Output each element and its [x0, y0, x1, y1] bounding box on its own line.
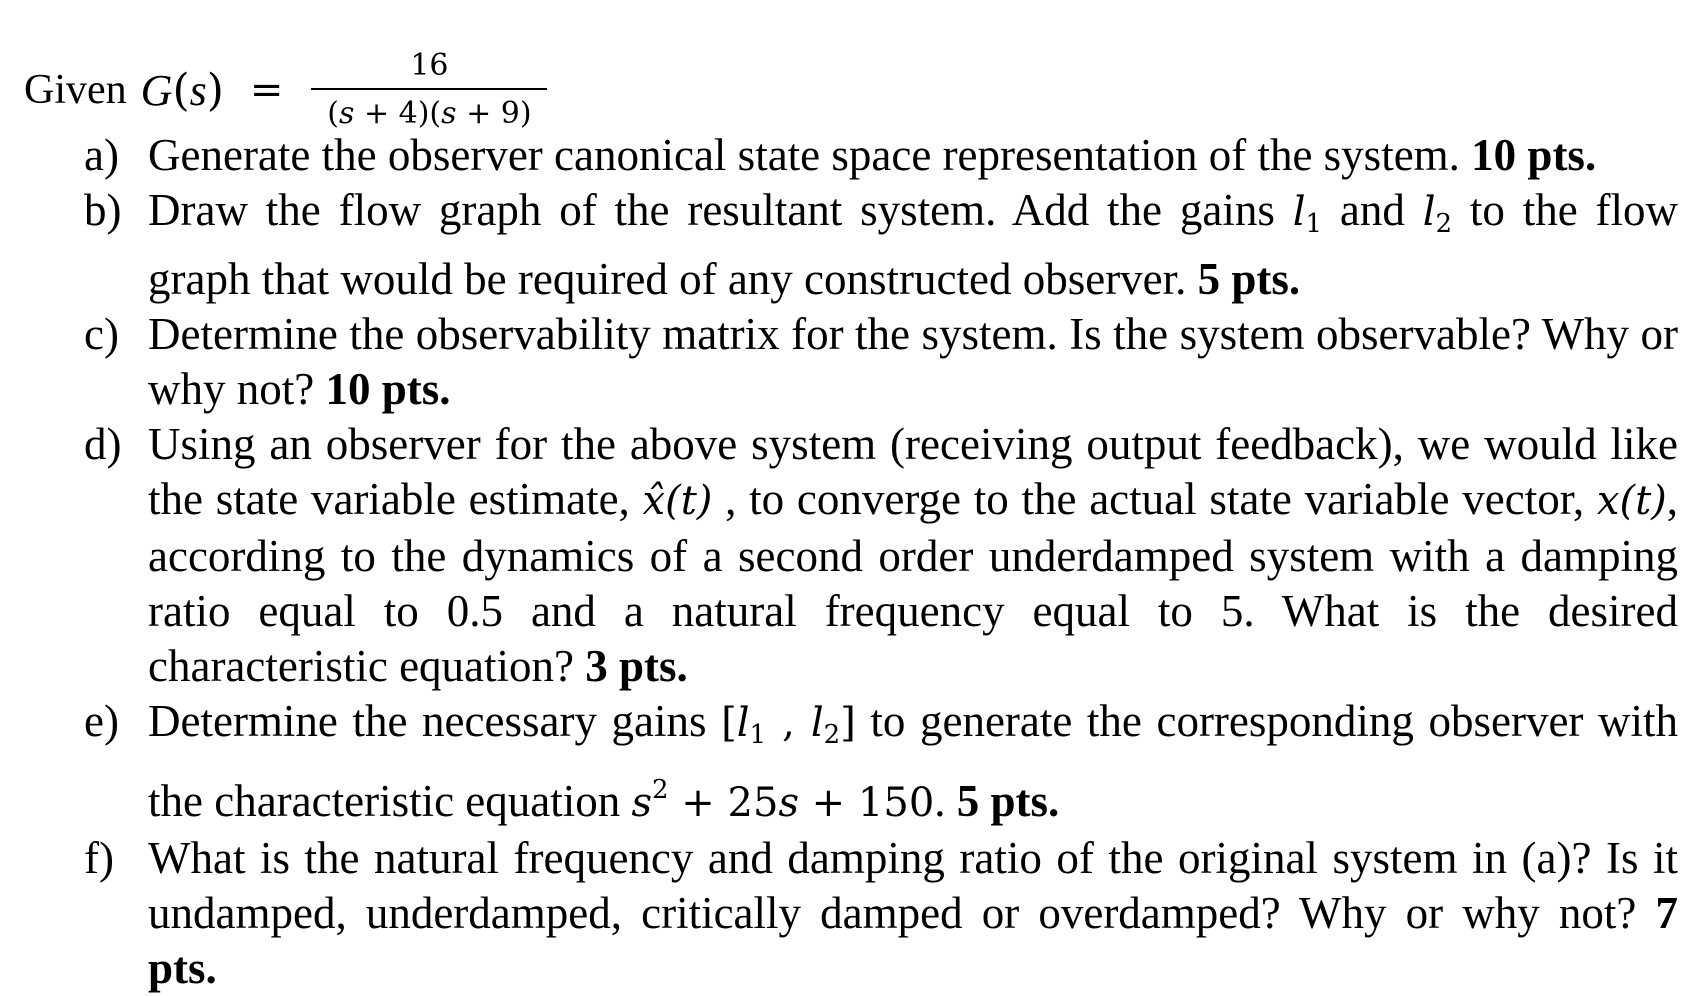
question-item	[0, 128, 1708, 183]
math-subscript: 1	[1305, 209, 1323, 239]
question-text: Determine the observability matrix for the system. Is the system observable? Why or why not?	[148, 309, 1678, 414]
math-variable	[1422, 189, 1453, 239]
question-item	[0, 417, 1708, 694]
den-part: (	[327, 96, 340, 131]
question-text: Draw the flow graph of the resultant system. Add the gains	[148, 185, 1293, 235]
math-symbol: ]	[840, 700, 856, 746]
math-variable-core: l	[736, 700, 750, 746]
question-text: to generate the corresponding observer with the characteristic equation	[148, 696, 1678, 826]
points-value: 10 pts.	[325, 364, 451, 414]
math-subscript: 1	[749, 720, 767, 750]
question-list	[0, 128, 1708, 996]
math-symbol: [	[721, 700, 737, 746]
den-var: s	[441, 96, 457, 131]
question-label: e)	[84, 696, 119, 746]
fraction-bar	[311, 88, 547, 90]
equals-sign: =	[249, 67, 284, 113]
math-variable	[736, 700, 767, 750]
question-text: , to converge to the actual state variable vector,	[712, 474, 1597, 524]
question-text: .	[934, 776, 957, 826]
question-label: b)	[84, 185, 122, 235]
question-item	[0, 694, 1708, 831]
function-name: G	[140, 65, 173, 115]
function-arg: s	[189, 65, 207, 115]
given-word: Given	[24, 67, 127, 113]
question-text: Generate the observer canonical state space representation of the system.	[148, 130, 1472, 180]
math-subscript: 2	[1435, 209, 1453, 239]
math-subscript: 2	[823, 720, 841, 750]
math-variable-core: x̂(t)	[642, 478, 713, 524]
math-superscript: 2	[652, 775, 669, 805]
transfer-fraction	[311, 46, 547, 134]
math-symbol: ,	[766, 700, 811, 746]
points-value: 5 pts.	[1197, 254, 1301, 304]
function-arg-close: )	[206, 64, 224, 116]
math-variable-core: l	[810, 700, 824, 746]
question-text: , according to the dynamics of a second order underdamped system with a damping ratio equal to 0.5 and a natural frequency equal to 5. What is the desired characteristic equation?	[148, 474, 1678, 691]
question-label: d)	[84, 419, 122, 469]
math-variable-core: x(t)	[1596, 478, 1667, 524]
question-text: What is the natural frequency and damping ratio of the original system in (a)? Is it undamped, underdamped, critically damped or overdamped? Why or why not?	[148, 833, 1678, 938]
question-label: a)	[84, 130, 119, 180]
math-variable-core: s	[631, 780, 653, 826]
math-variable-core: l	[1292, 189, 1306, 235]
question-item	[0, 307, 1708, 417]
math-variable	[810, 700, 841, 750]
points-value: 10 pts.	[1471, 130, 1597, 180]
question-label: f)	[84, 833, 114, 883]
den-part: + 4)(	[354, 96, 442, 131]
question-item	[0, 831, 1708, 996]
math-variable	[643, 478, 713, 524]
question-text: Determine the necessary gains	[148, 696, 722, 746]
points-value: 5 pts.	[956, 776, 1060, 826]
math-variable-core: l	[1422, 189, 1436, 235]
math-variable	[1597, 478, 1667, 524]
fraction-numerator: 16	[410, 48, 449, 83]
den-part: + 9)	[456, 96, 532, 131]
math-variable-core: s	[778, 780, 799, 826]
math-variable	[631, 775, 669, 826]
math-variable	[1292, 189, 1323, 239]
math-symbol: + 25	[668, 780, 779, 826]
function-arg-open: (	[172, 64, 190, 116]
question-text: and	[1322, 185, 1423, 235]
points-value: 3 pts.	[585, 641, 688, 691]
question-item	[0, 183, 1708, 307]
den-var: s	[339, 96, 355, 131]
question-text: to the flow graph that would be required of any constructed observer.	[148, 185, 1679, 304]
math-variable	[778, 780, 799, 826]
points-value: 7 pts.	[148, 888, 1678, 993]
given-transfer-function	[24, 40, 547, 140]
math-symbol: + 150	[798, 780, 935, 826]
question-label: c)	[84, 309, 119, 359]
question-text: Using an observer for the above system (receiving output feedback), we would like the state variable estimate,	[148, 419, 1678, 524]
